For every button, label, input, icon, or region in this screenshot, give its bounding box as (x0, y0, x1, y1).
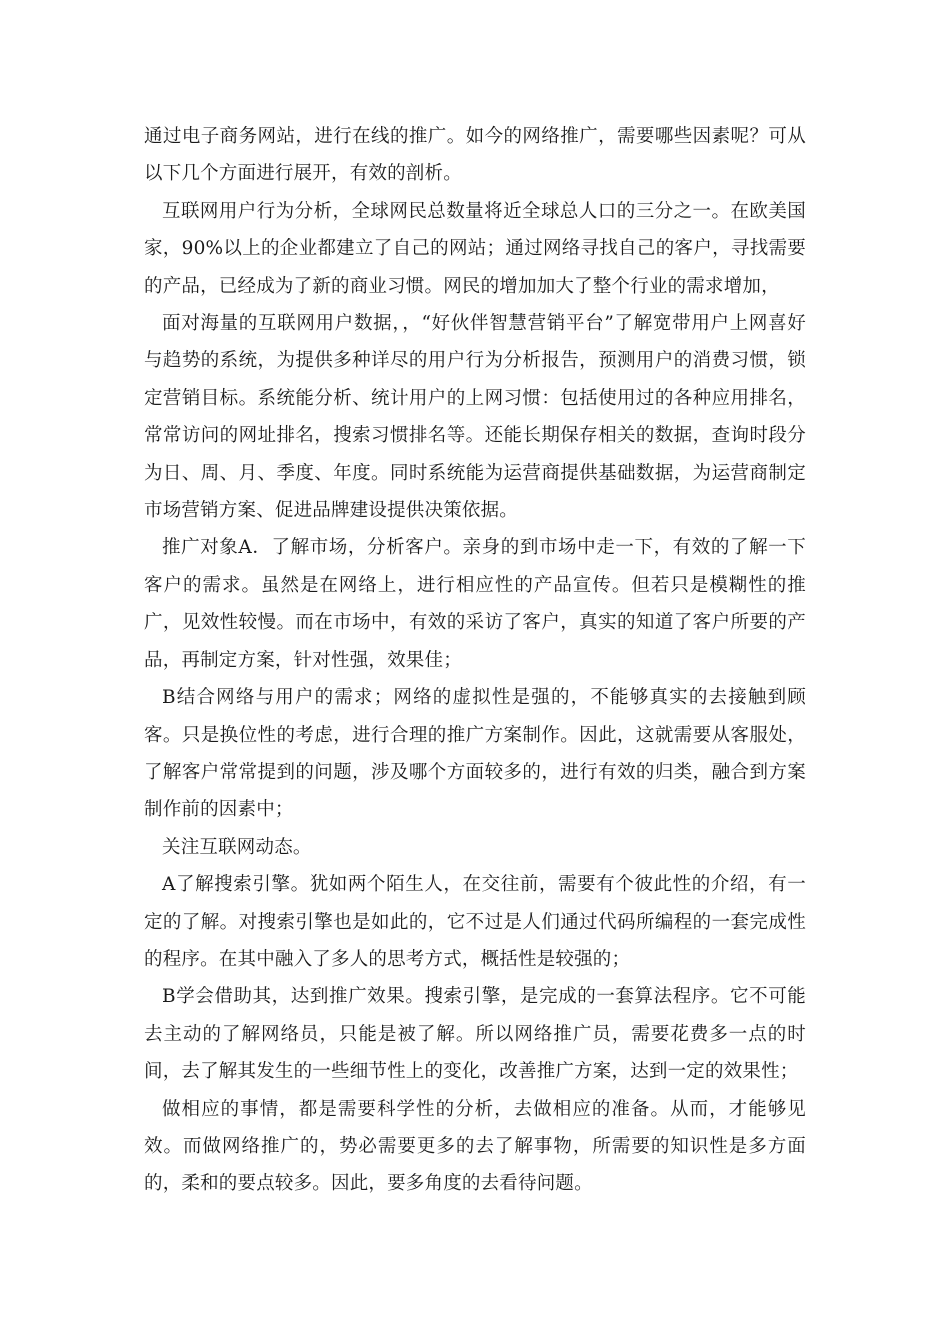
paragraph-platform: 面对海量的互联网用户数据，，“好伙伴智慧营销平台”了解宽带用户上网喜好与趋势的系统，为提供多种详尽的用户行为分析报告，预测用户的消费习惯，锁定营销目标。系统能分析、统计用户的上网习惯：包括使用过的各种应用排名，常常访问的网址排名，搜索习惯排名等。还能长期保存相关的数据，查询时段分为日、周、月、季度、年度。同时系统能为运营商提供基础数据，为运营商制定市场营销方案、促进品牌建设提供决策依据。 (144, 313, 806, 522)
paragraph-search-a: A了解搜索引擎。犹如两个陌生人，在交往前，需要有个彼此性的介绍，有一定的了解。对搜索引擎也是如此的，它不过是人们通过代码所编程的一套完成性的程序。在其中融入了多人的思考方式，概括性是较强的； (144, 874, 806, 970)
paragraph-target-a: 推广对象A．了解市场，分析客户。亲身的到市场中走一下，有效的了解一下客户的需求。虽然是在网络上，进行相应性的产品宣传。但若只是模糊性的推广，见效性较慢。而在市场中，有效的采访了客户，真实的知道了客户所要的产品，再制定方案，针对性强，效果佳； (144, 537, 806, 671)
paragraph-search-b: B学会借助其，达到推广效果。搜索引擎，是完成的一套算法程序。它不可能去主动的了解网络员，只能是被了解。所以网络推广员，需要花费多一点的时间，去了解其发生的一些细节性上的变化，改善推广方案，达到一定的效果性； (144, 986, 806, 1083)
document-body (144, 118, 806, 1203)
paragraph-intro: 通过电子商务网站，进行在线的推广。如今的网络推广，需要哪些因素呢？可从以下几个方面进行展开，有效的剖析。 (144, 126, 806, 185)
paragraph-conclusion: 做相应的事情，都是需要科学性的分析，去做相应的准备。从而，才能够见效。而做网络推广的，势必需要更多的去了解事物，所需要的知识性是多方面的，柔和的要点较多。因此，要多角度的去看待问题。 (144, 1098, 806, 1195)
paragraph-user-behavior: 互联网用户行为分析，全球网民总数量将近全球总人口的三分之一。在欧美国家，90%以上的企业都建立了自己的网站；通过网络寻找自己的客户，寻找需要的产品，已经成为了新的商业习惯。网民的增加加大了整个行业的需求增加， (144, 200, 806, 297)
paragraph-target-b: B结合网络与用户的需求；网络的虚拟性是强的，不能够真实的去接触到顾客。只是换位性的考虑，进行合理的推广方案制作。因此，这就需要从客服处，了解客户常常提到的问题，涉及哪个方面较多的，进行有效的归类，融合到方案制作前的因素中； (144, 687, 806, 821)
paragraph-heading-dynamics: 关注互联网动态。 (162, 836, 312, 858)
